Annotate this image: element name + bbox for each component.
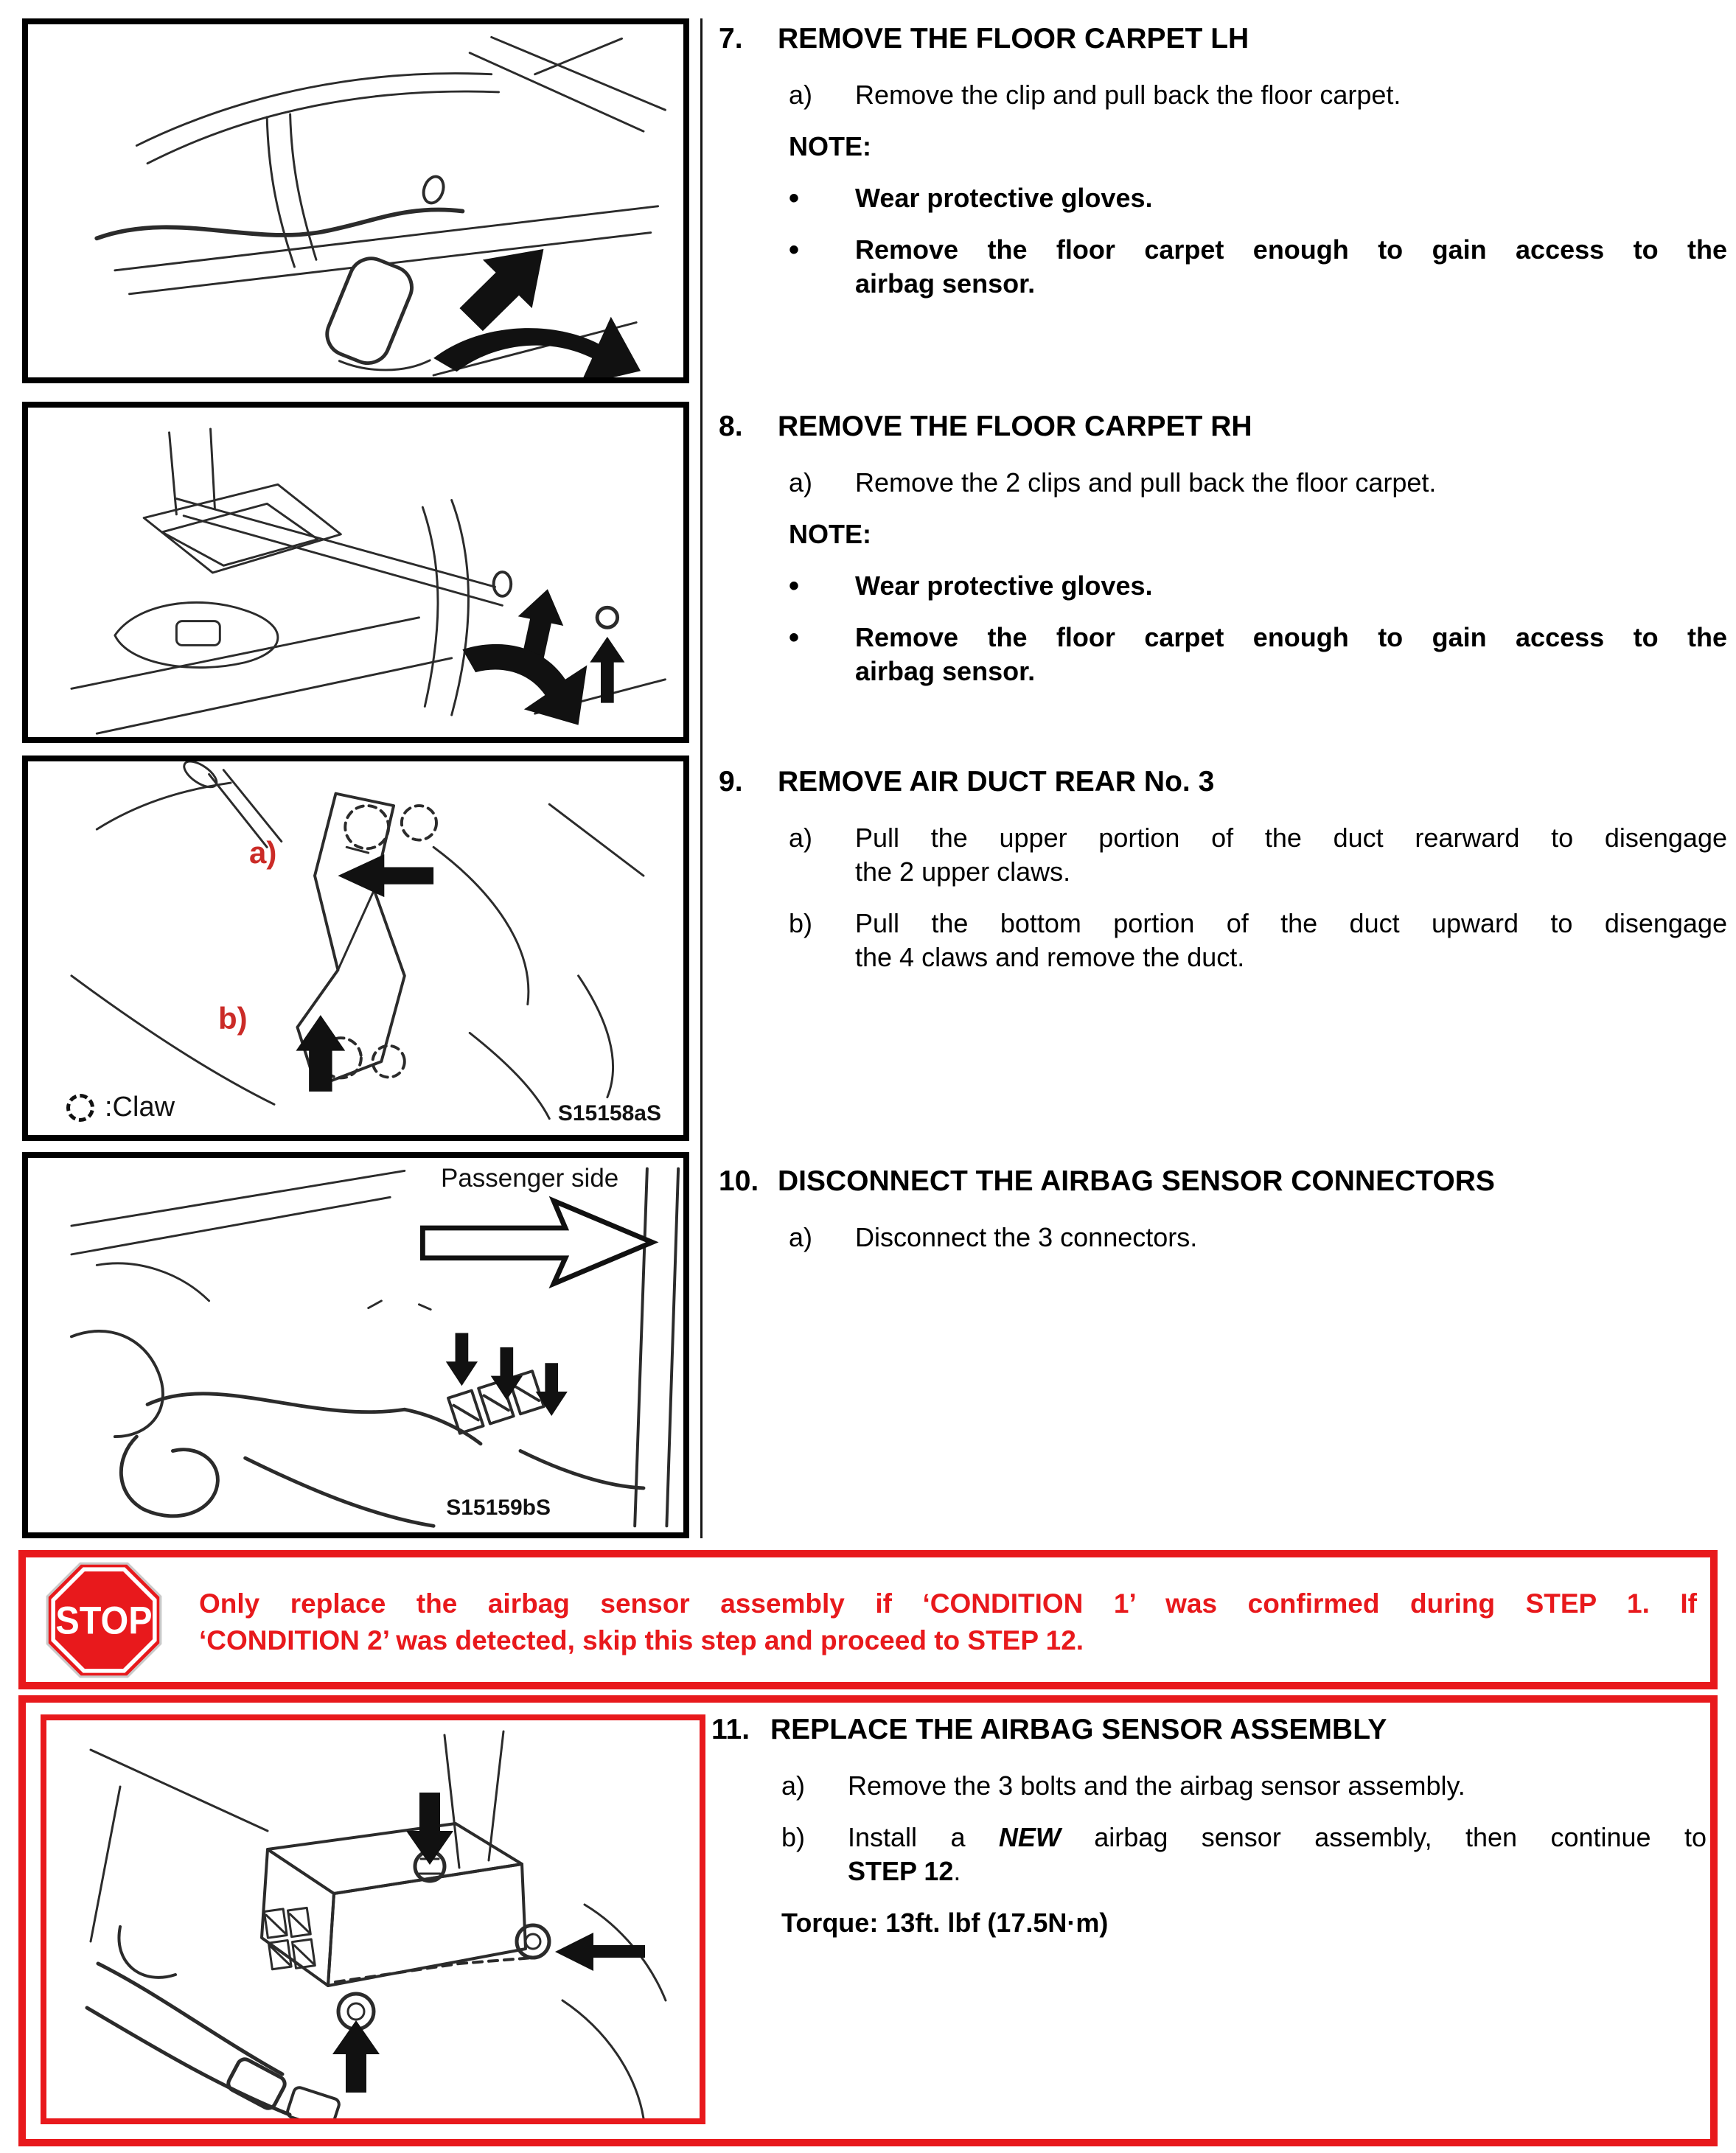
lower-claw-arrow-icon — [296, 1015, 345, 1092]
substep-text-line2 — [848, 1854, 1707, 1888]
step-number: 11. — [711, 1714, 750, 1745]
note-label: NOTE: — [789, 131, 871, 161]
step-title: REMOVE THE FLOOR CARPET RH — [778, 411, 1252, 442]
step-9-text — [719, 765, 1727, 992]
note-text-line2: airbag sensor. — [855, 656, 1036, 686]
sensor-assembly-drawing — [46, 1720, 700, 2118]
step-title: DISCONNECT THE AIRBAG SENSOR CONNECTORS — [778, 1165, 1495, 1197]
stop-warning-banner — [18, 1550, 1718, 1689]
floor-carpet-lh-drawing — [28, 24, 683, 377]
text-run: . — [953, 1856, 961, 1886]
step-11-text — [711, 1713, 1707, 1940]
stop-message-line2: ‘CONDITION 2’ was detected, skip this step and proceed to STEP 12. — [199, 1625, 1084, 1655]
note-bullet — [789, 181, 1727, 215]
bottom-bolt-arrow-icon — [332, 2020, 380, 2093]
claw-dashed-circle-icon — [66, 1094, 94, 1122]
step-10-heading — [719, 1165, 1727, 1198]
note-bullet — [789, 233, 1727, 301]
new-emphasis: NEW — [998, 1822, 1061, 1852]
text-run: airbag sensor assembly, then continue to — [1060, 1822, 1707, 1852]
clip-arrow-icon — [459, 249, 543, 331]
connector-arrow-2-icon — [491, 1347, 523, 1400]
substep-b — [789, 907, 1727, 974]
substep-label: b) — [789, 908, 813, 938]
substep-label: a) — [789, 823, 813, 853]
substep-text: Remove the 2 clips and pull back the floor carpet. — [855, 467, 1437, 498]
substep-text-line2: the 4 claws and remove the duct. — [855, 942, 1245, 972]
substep-label: b) — [781, 1822, 806, 1852]
step-title: REPLACE THE AIRBAG SENSOR ASSEMBLY — [770, 1714, 1387, 1745]
step-title: REMOVE AIR DUCT REAR No. 3 — [778, 766, 1215, 798]
floor-carpet-rh-drawing — [28, 408, 683, 737]
stop-sign-text: STOP — [55, 1599, 153, 1643]
step-11-heading — [711, 1713, 1707, 1747]
step-9-heading — [719, 765, 1727, 799]
substep-text: Remove the 3 bolts and the airbag sensor assembly. — [848, 1770, 1465, 1801]
claw-legend — [66, 1092, 175, 1123]
pull-back-curved-arrow-icon — [462, 644, 587, 725]
figure-floor-carpet-rh — [22, 402, 689, 743]
substep-text-line1 — [848, 1821, 1707, 1854]
figure-floor-carpet-lh — [22, 18, 689, 383]
figure-label-a: a) — [249, 835, 277, 870]
substep-a — [789, 1221, 1727, 1255]
substep-label: a) — [781, 1770, 806, 1801]
note-bullet — [789, 569, 1727, 603]
substep-a — [781, 1769, 1707, 1803]
substep-a — [789, 78, 1727, 112]
substep-a — [789, 466, 1727, 500]
step-7-text — [719, 22, 1727, 318]
bullet-icon: • — [789, 182, 800, 214]
note-text: Wear protective gloves. — [855, 183, 1153, 213]
substep-text: Remove the clip and pull back the floor carpet. — [855, 80, 1401, 110]
substep-text-line1: Pull the upper portion of the duct rearward to disengage — [855, 823, 1727, 853]
stop-message-line1: Only replace the airbag sensor assembly if ‘CONDITION 1’ was confirmed during STEP 1. If — [199, 1588, 1697, 1619]
step-number: 8. — [719, 411, 743, 442]
step-11-section — [18, 1695, 1718, 2146]
note-label: NOTE: — [789, 519, 871, 549]
torque-spec: Torque: 13ft. lbf (17.5N·m) — [781, 1908, 1109, 1938]
note-text: Wear protective gloves. — [855, 570, 1153, 601]
step-12-reference: STEP 12 — [848, 1856, 954, 1886]
clip-direction-arrow-icon — [590, 637, 624, 703]
claw-legend-label: :Claw — [105, 1092, 175, 1123]
bullet-icon: • — [789, 621, 800, 654]
connector-arrow-1-icon — [446, 1333, 478, 1386]
stop-sign-icon — [45, 1561, 163, 1679]
substep-label: a) — [789, 1222, 813, 1252]
note-bullet — [789, 621, 1727, 688]
step-title: REMOVE THE FLOOR CARPET LH — [778, 23, 1249, 55]
bullet-icon: • — [789, 570, 800, 602]
substep-text-line1: Pull the bottom portion of the duct upward to disengage — [855, 908, 1727, 938]
substep-label: a) — [789, 80, 813, 110]
air-duct-drawing — [28, 761, 683, 1135]
passenger-side-caption: Passenger side — [441, 1164, 619, 1193]
figure-airbag-sensor-connectors — [22, 1152, 689, 1538]
step-number: 9. — [719, 766, 743, 798]
stop-warning-message — [199, 1585, 1697, 1659]
text-run: Install a — [848, 1822, 999, 1852]
right-bolt-arrow-icon — [555, 1933, 645, 1971]
note-text-line1: Remove the floor carpet enough to gain access to the — [855, 622, 1727, 652]
note-text-line2: airbag sensor. — [855, 268, 1036, 299]
bullet-icon: • — [789, 234, 800, 266]
substep-label: a) — [789, 467, 813, 498]
passenger-side-arrow-icon — [422, 1201, 652, 1283]
note-text-line1: Remove the floor carpet enough to gain access to the — [855, 234, 1727, 265]
step-number: 10. — [719, 1165, 759, 1197]
step-10-text — [719, 1165, 1727, 1272]
figure-airbag-sensor-assembly — [41, 1714, 705, 2124]
step-number: 7. — [719, 23, 743, 55]
step-8-text — [719, 410, 1727, 706]
figure-label-b: b) — [218, 1001, 248, 1036]
figure-air-duct-rear — [22, 756, 689, 1141]
pull-back-curved-arrow-icon — [433, 317, 641, 377]
step-7-heading — [719, 22, 1727, 56]
column-divider — [700, 18, 703, 1538]
figure-code: S15159bS — [446, 1496, 551, 1520]
step-8-heading — [719, 410, 1727, 444]
upper-claw-arrow-icon — [338, 854, 433, 897]
connectors-drawing — [28, 1158, 683, 1532]
figure-code: S15158aS — [557, 1101, 661, 1126]
substep-b — [781, 1821, 1707, 1888]
substep-a — [789, 821, 1727, 889]
substep-text-line2: the 2 upper claws. — [855, 856, 1071, 887]
substep-text: Disconnect the 3 connectors. — [855, 1222, 1198, 1252]
clip-symbol-icon — [597, 607, 618, 627]
